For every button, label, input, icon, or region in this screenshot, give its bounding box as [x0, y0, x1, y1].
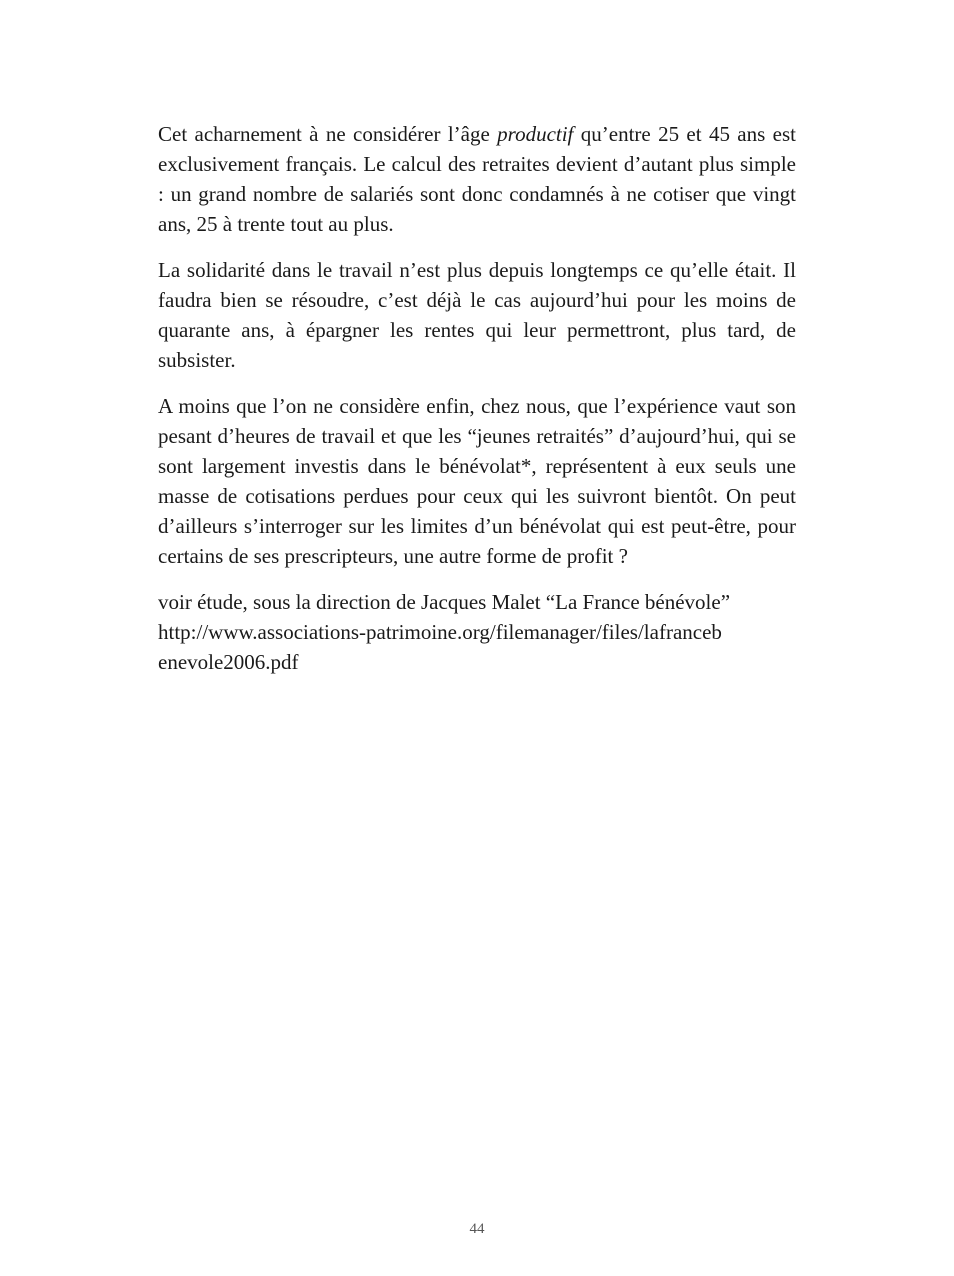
page-number: 44 — [469, 1221, 485, 1237]
body-text — [158, 119, 796, 677]
footnote — [158, 587, 796, 677]
paragraph-3: A moins que l’on ne considère enfin, chez nous, que l’expérience vaut son pesant d’heures de travail et que les “jeunes retraités” d’aujourd’hui, qui se sont largement investis dans le bénévolat*, représentent à eux seuls une masse de cotisations perdues pour ceux qui les suivront bientôt. On peut d’ailleurs s’interroger sur les limites d’un bénévolat qui est peut-être, pour certains de ses prescripteurs, une autre forme de profit ? — [158, 394, 796, 568]
paragraph-2: La solidarité dans le travail n’est plus depuis longtemps ce qu’elle était. Il faudra bien se résoudre, c’est déjà le cas aujourd’hui pour les moins de quarante ans, à épargner les rentes qui leur permettront, plus tard, de subsister. — [158, 258, 796, 372]
footnote-url-line-2: enevole2006.pdf — [158, 650, 299, 674]
emphasis-productif: productif — [497, 122, 574, 146]
paragraph-1-end: qu’entre 25 et 45 ans est exclusivement français. Le calcul des retraites devient d’autant plus simple : un grand nombre de salariés sont donc condamnés à ne cotiser que vingt ans, 25 à trente tout au plus. — [158, 122, 796, 236]
footnote-url-line-1: http://www.associations-patrimoine.org/filemanager/files/lafranceb — [158, 620, 722, 644]
footnote-text: voir étude, sous la direction de Jacques Malet “La France bénévole” — [158, 590, 731, 614]
paragraph-1 — [158, 119, 796, 239]
paragraph-1-start: Cet acharnement à ne considérer l’âge — [158, 122, 498, 146]
